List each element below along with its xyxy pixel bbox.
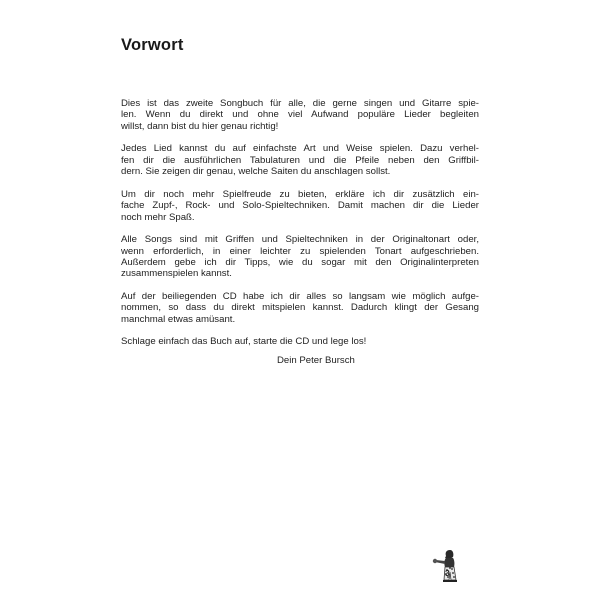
text-line: wenn erforderlich, in einer leichter zu spielenden Tonart aufgeschrieben. — [121, 245, 479, 257]
text-line: Auf der beiliegenden CD habe ich dir alles so langsam wie möglich aufge- — [121, 291, 479, 303]
paragraph-5 — [121, 291, 479, 325]
paragraph-4 — [121, 234, 479, 280]
paragraph-6 — [121, 336, 479, 347]
paragraph-3 — [121, 189, 479, 223]
paragraph-2 — [121, 143, 479, 177]
page-number: 3 — [445, 568, 450, 578]
text-line: Schlage einfach das Buch auf, starte die CD und lege los! — [121, 336, 367, 348]
text-line: zusammenspielen kannst. — [121, 268, 232, 280]
text-line: nommen, so dass du direkt mitspielen kannst. Dadurch klingt der Gesang — [121, 302, 479, 314]
foreword-body — [121, 98, 479, 359]
text-line: fache Zupf-, Rock- und Solo-Spieltechniken. Damit machen dir die Lieder — [121, 200, 479, 212]
text-line: Außerdem gebe ich dir Tipps, wie du sogar mit den Originalinterpreten — [121, 257, 479, 269]
text-line: Um dir noch mehr Spielfreude zu bieten, erkläre ich dir zusätzlich ein- — [121, 188, 479, 200]
text-line: Dies ist das zweite Songbuch für alle, die gerne singen und Gitarre spie- — [121, 98, 479, 109]
text-line: Alle Songs sind mit Griffen und Spieltechniken in der Originaltonart oder, — [121, 234, 479, 246]
text-line: willst, dann bist du hier genau richtig! — [121, 120, 279, 132]
text-line: noch mehr Spaß. — [121, 211, 195, 223]
text-line: dern. Sie zeigen dir genau, welche Saiten du anschlagen sollst. — [121, 166, 391, 178]
page-title: Vorwort — [121, 36, 184, 54]
text-line: len. Wenn du direkt und ohne viel Aufwand populäre Lieder begleiten — [121, 109, 479, 121]
text-line: manchmal etwas amüsant. — [121, 313, 236, 325]
paragraph-1 — [121, 98, 479, 132]
guitarist-figure-icon — [432, 548, 468, 584]
text-line: fen dir die ausführlichen Tabulaturen und die Pfeile neben den Griffbil- — [121, 154, 479, 166]
text-line: Jedes Lied kannst du auf einfachste Art und Weise spielen. Dazu verhel- — [121, 143, 479, 155]
author-signature: Dein Peter Bursch — [277, 355, 355, 366]
